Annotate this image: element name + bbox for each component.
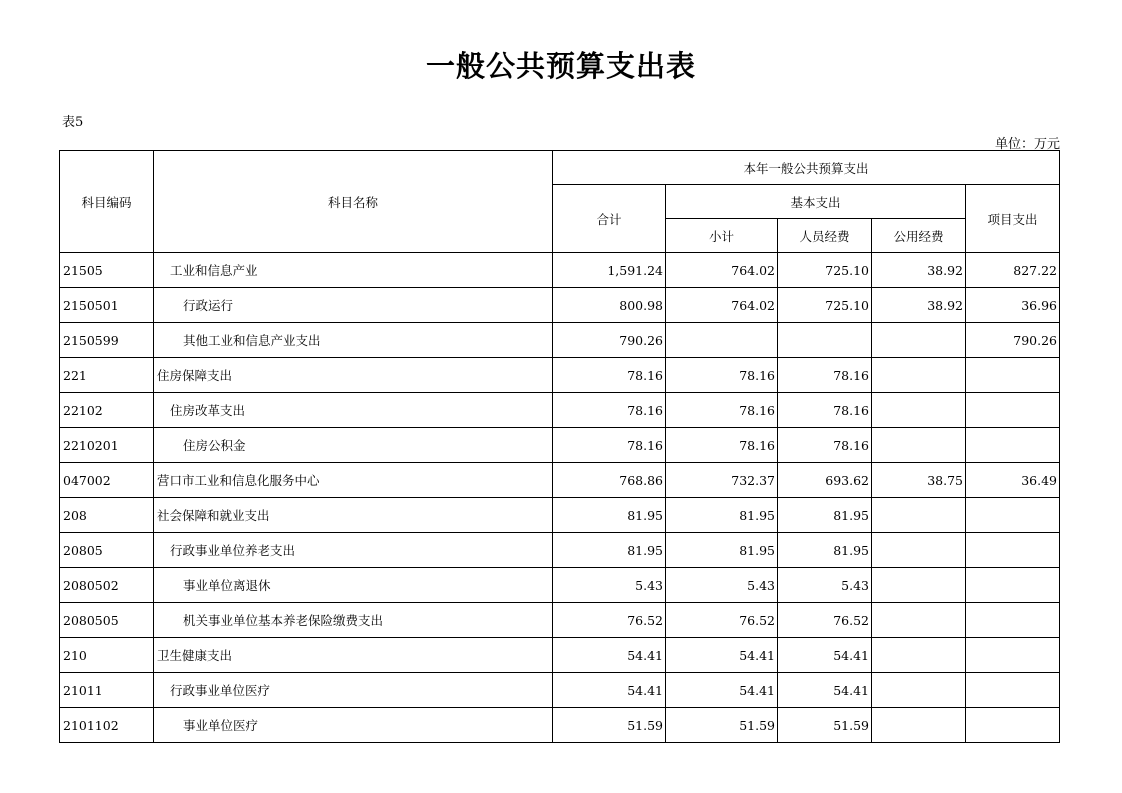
row-code: 2101102 [60,708,154,743]
row-personnel: 725.10 [778,253,872,288]
row-public [872,708,966,743]
table-row [60,498,1060,533]
header-personnel: 人员经费 [778,219,872,253]
header-subtotal: 小计 [666,219,778,253]
table-body [60,253,1060,743]
row-subtotal: 81.95 [666,498,778,533]
row-personnel: 81.95 [778,498,872,533]
row-code: 2210201 [60,428,154,463]
row-personnel: 78.16 [778,358,872,393]
header-group: 本年一般公共预算支出 [553,151,1060,185]
table-row [60,638,1060,673]
row-project: 36.96 [966,288,1060,323]
row-project [966,533,1060,568]
row-personnel: 51.59 [778,708,872,743]
row-subtotal: 78.16 [666,358,778,393]
row-total: 54.41 [553,673,666,708]
row-total: 790.26 [553,323,666,358]
table-row [60,253,1060,288]
table-row [60,288,1060,323]
row-code: 21011 [60,673,154,708]
row-total: 5.43 [553,568,666,603]
row-public [872,393,966,428]
row-total: 78.16 [553,393,666,428]
row-code: 2080502 [60,568,154,603]
row-subtotal: 54.41 [666,673,778,708]
unit-label: 单位：万元 [994,137,1060,152]
row-code: 20805 [60,533,154,568]
row-project: 36.49 [966,463,1060,498]
row-total: 81.95 [553,533,666,568]
row-name: 行政运行 [154,288,553,323]
row-total: 76.52 [553,603,666,638]
row-personnel: 76.52 [778,603,872,638]
row-name: 住房保障支出 [154,358,553,393]
row-project [966,568,1060,603]
row-public [872,638,966,673]
row-subtotal: 51.59 [666,708,778,743]
row-subtotal: 76.52 [666,603,778,638]
row-name: 行政事业单位医疗 [154,673,553,708]
table-label: 表5 [62,115,84,130]
row-subtotal [666,323,778,358]
row-name: 机关事业单位基本养老保险缴费支出 [154,603,553,638]
row-personnel: 81.95 [778,533,872,568]
header-basic: 基本支出 [666,185,966,219]
table-header [60,151,1060,253]
page-title: 一般公共预算支出表 [425,49,696,83]
row-name: 卫生健康支出 [154,638,553,673]
row-name: 营口市工业和信息化服务中心 [154,463,553,498]
budget-table [59,150,1060,743]
row-total: 78.16 [553,428,666,463]
row-public [872,428,966,463]
table-row [60,603,1060,638]
row-code: 22102 [60,393,154,428]
row-project [966,428,1060,463]
row-subtotal: 78.16 [666,428,778,463]
row-personnel: 725.10 [778,288,872,323]
row-public: 38.92 [872,253,966,288]
row-project [966,393,1060,428]
row-personnel: 54.41 [778,673,872,708]
row-project [966,498,1060,533]
row-code: 21505 [60,253,154,288]
row-name: 事业单位离退休 [154,568,553,603]
row-code: 210 [60,638,154,673]
table-row [60,463,1060,498]
row-personnel: 78.16 [778,428,872,463]
row-total: 768.86 [553,463,666,498]
row-personnel: 693.62 [778,463,872,498]
row-total: 1,591.24 [553,253,666,288]
row-public [872,673,966,708]
row-total: 78.16 [553,358,666,393]
row-name: 事业单位医疗 [154,708,553,743]
header-public: 公用经费 [872,219,966,253]
row-project: 827.22 [966,253,1060,288]
row-name: 其他工业和信息产业支出 [154,323,553,358]
header-code: 科目编码 [60,151,154,253]
table-row [60,323,1060,358]
row-subtotal: 5.43 [666,568,778,603]
row-personnel: 5.43 [778,568,872,603]
row-project [966,638,1060,673]
row-code: 2080505 [60,603,154,638]
header-name: 科目名称 [154,151,553,253]
row-public [872,603,966,638]
row-code: 2150501 [60,288,154,323]
header-project: 项目支出 [966,185,1060,253]
row-subtotal: 732.37 [666,463,778,498]
row-subtotal: 764.02 [666,288,778,323]
row-personnel: 54.41 [778,638,872,673]
row-project: 790.26 [966,323,1060,358]
row-name: 行政事业单位养老支出 [154,533,553,568]
row-personnel: 78.16 [778,393,872,428]
row-personnel [778,323,872,358]
row-total: 51.59 [553,708,666,743]
row-project [966,358,1060,393]
row-public: 38.92 [872,288,966,323]
header-total: 合计 [553,185,666,253]
row-total: 54.41 [553,638,666,673]
table-row [60,393,1060,428]
row-subtotal: 78.16 [666,393,778,428]
row-name: 工业和信息产业 [154,253,553,288]
row-code: 2150599 [60,323,154,358]
table-row [60,673,1060,708]
row-public [872,358,966,393]
row-name: 住房公积金 [154,428,553,463]
table-row [60,428,1060,463]
row-name: 社会保障和就业支出 [154,498,553,533]
row-subtotal: 764.02 [666,253,778,288]
row-public: 38.75 [872,463,966,498]
row-name: 住房改革支出 [154,393,553,428]
row-public [872,533,966,568]
row-code: 047002 [60,463,154,498]
row-total: 81.95 [553,498,666,533]
row-project [966,603,1060,638]
row-project [966,673,1060,708]
row-subtotal: 81.95 [666,533,778,568]
row-code: 221 [60,358,154,393]
row-code: 208 [60,498,154,533]
table-row [60,358,1060,393]
table-row [60,708,1060,743]
row-project [966,708,1060,743]
table-row [60,533,1060,568]
row-public [872,568,966,603]
row-public [872,323,966,358]
row-subtotal: 54.41 [666,638,778,673]
table-row [60,568,1060,603]
row-public [872,498,966,533]
row-total: 800.98 [553,288,666,323]
